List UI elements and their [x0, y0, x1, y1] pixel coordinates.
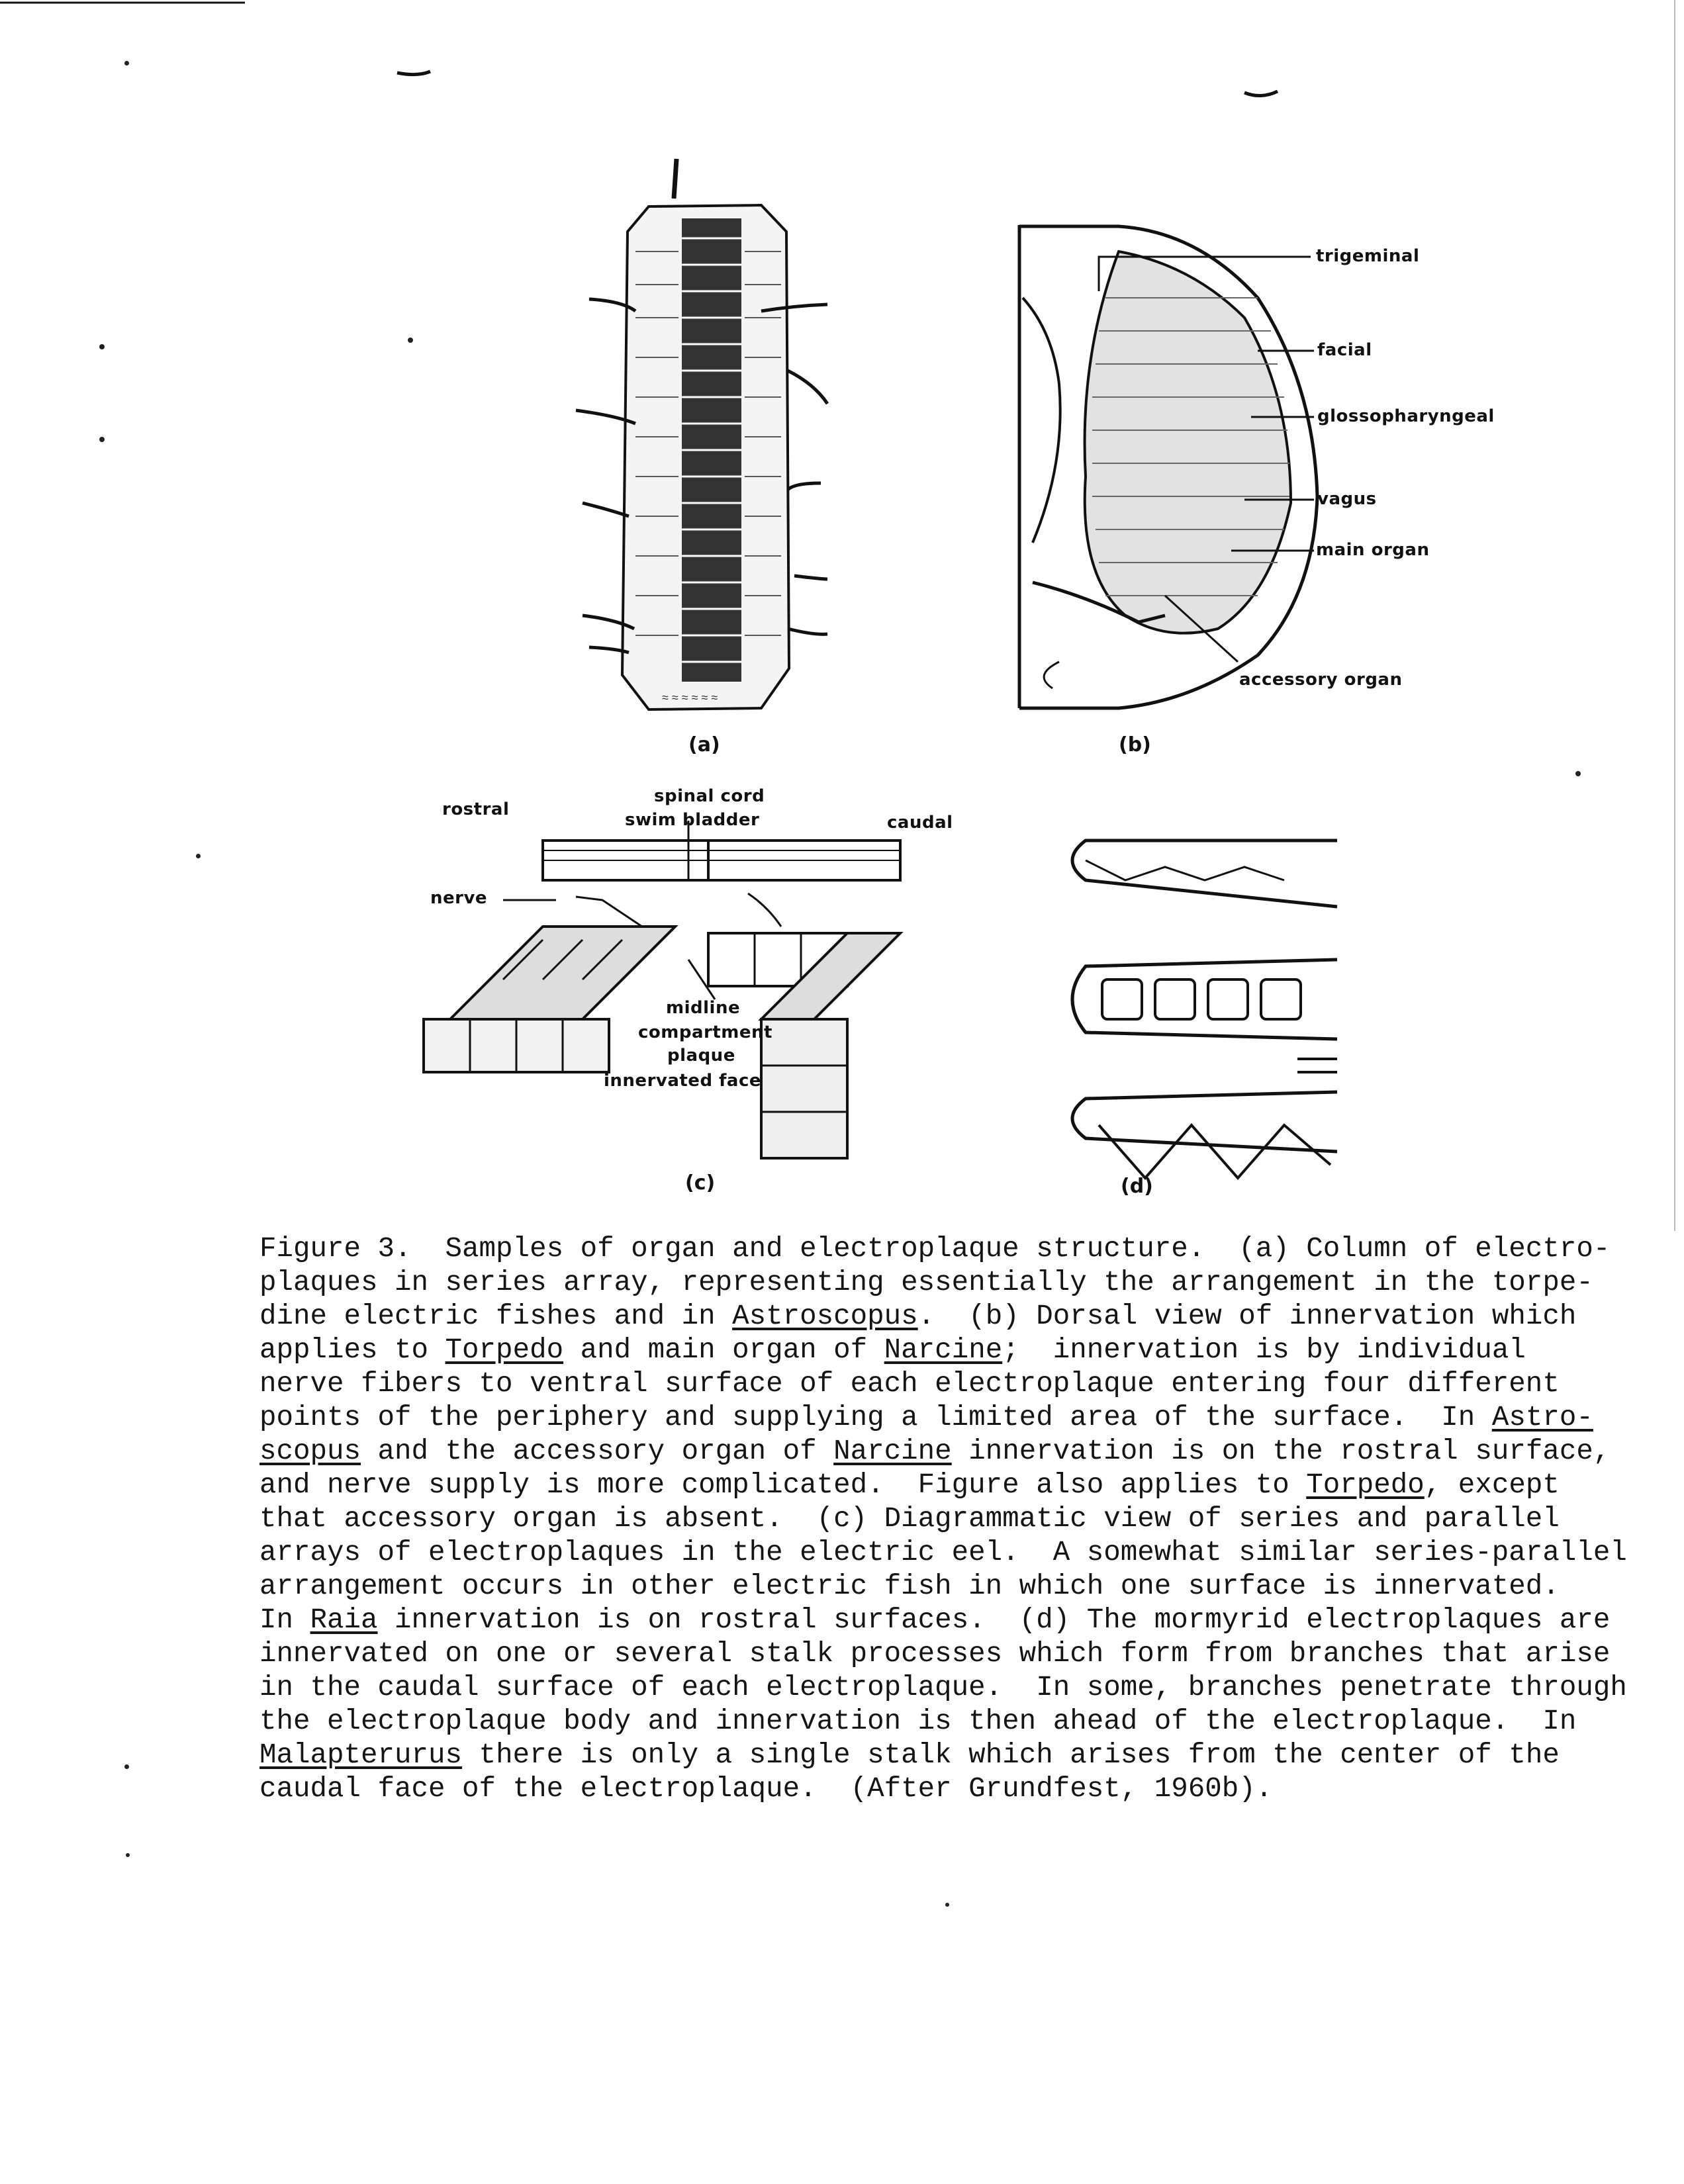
caption-text: arrays of electroplaques in the electric eel. A somewhat similar series-parallel — [259, 1537, 1627, 1569]
label-glossopharyngeal: glossopharyngeal — [1317, 406, 1495, 426]
scan-speck — [196, 854, 201, 858]
panel-a-letter: (a) — [688, 733, 720, 756]
caption-text: Figure 3. Samples of organ and electroplaque structure. (a) Column of electro- — [259, 1233, 1611, 1265]
caption-genus-name: Malapterurus — [259, 1739, 463, 1771]
label-compartment: compartment — [638, 1023, 772, 1042]
label-innervated-face: innervated face — [604, 1071, 762, 1091]
caption-line — [259, 1435, 1650, 1469]
scan-speck — [99, 344, 105, 349]
caption-text: . (b) Dorsal view of innervation which — [917, 1300, 1577, 1332]
caption-text: and nerve supply is more complicated. Figure also applies to — [259, 1469, 1307, 1501]
panel-a-drawing — [576, 159, 827, 709]
caption-line — [259, 1671, 1650, 1705]
label-accessory-organ: accessory organ — [1239, 670, 1403, 690]
caption-line — [259, 1401, 1650, 1435]
label-trigeminal: trigeminal — [1316, 246, 1420, 266]
caption-text: In — [259, 1604, 310, 1636]
label-caudal: caudal — [887, 813, 953, 833]
label-midline: midline — [666, 998, 741, 1018]
caption-line — [259, 1604, 1650, 1637]
scan-speck — [945, 1903, 949, 1907]
caption-line — [259, 1232, 1650, 1266]
label-vagus: vagus — [1317, 489, 1377, 509]
panel-c-letter: (c) — [685, 1171, 716, 1195]
panel-c-drawing — [424, 821, 900, 1158]
caption-genus-name: scopus — [259, 1435, 361, 1467]
caption-line — [259, 1772, 1650, 1806]
caption-text: and the accessory organ of — [361, 1435, 834, 1467]
panel-d-letter: (d) — [1121, 1175, 1153, 1198]
label-spinal-cord: spinal cord — [654, 786, 765, 806]
caption-text: innervation is on rostral surfaces. (d) The mormyrid electroplaques are — [377, 1604, 1611, 1636]
label-main-organ: main organ — [1316, 540, 1430, 560]
caption-text: nerve fibers to ventral surface of each electroplaque entering four different — [259, 1368, 1560, 1400]
caption-text: that accessory organ is absent. (c) Diagrammatic view of series and parallel — [259, 1503, 1560, 1535]
caption-line — [259, 1739, 1650, 1772]
label-nerve: nerve — [430, 888, 488, 908]
caption-text: caudal face of the electroplaque. (After Grundfest, 1960b). — [259, 1773, 1273, 1805]
caption-text: applies to — [259, 1334, 445, 1366]
label-plaque: plaque — [667, 1046, 735, 1066]
caption-text: points of the periphery and supplying a limited area of the surface. In — [259, 1402, 1492, 1433]
caption-text: innervated on one or several stalk processes which form from branches that arise — [259, 1638, 1611, 1670]
label-swim-bladder: swim bladder — [625, 810, 760, 830]
svg-text:≈ ≈ ≈ ≈ ≈ ≈: ≈ ≈ ≈ ≈ ≈ ≈ — [662, 691, 718, 704]
caption-genus-name: Narcine — [884, 1334, 1003, 1366]
caption-genus-name: Torpedo — [1306, 1469, 1425, 1501]
scan-speck — [124, 1764, 129, 1769]
panel-b-letter: (b) — [1119, 733, 1151, 756]
scan-speck — [126, 1853, 130, 1857]
caption-text: arrangement occurs in other electric fish in which one surface is innervated. — [259, 1570, 1560, 1602]
caption-text: dine electric fishes and in — [259, 1300, 733, 1332]
scan-speck — [1575, 771, 1581, 776]
caption-genus-name: Raia — [310, 1604, 378, 1636]
caption-text: in the caudal surface of each electroplaque. In some, branches penetrate through — [259, 1672, 1627, 1704]
caption-line — [259, 1300, 1650, 1334]
label-rostral: rostral — [442, 799, 510, 819]
figure-caption — [259, 1232, 1650, 1806]
caption-genus-name: Astroscopus — [732, 1300, 918, 1332]
scan-speck — [99, 437, 105, 442]
caption-text: innervation is on the rostral surface, — [951, 1435, 1611, 1467]
caption-line — [259, 1502, 1650, 1536]
caption-line — [259, 1469, 1650, 1502]
caption-text: ; innervation is by individual — [1002, 1334, 1526, 1366]
caption-line — [259, 1334, 1650, 1367]
scan-speck — [408, 338, 413, 343]
label-facial: facial — [1317, 340, 1372, 360]
caption-text: plaques in series array, representing essentially the arrangement in the torpe- — [259, 1267, 1593, 1298]
caption-text: the electroplaque body and innervation is then ahead of the electroplaque. In — [259, 1706, 1577, 1737]
caption-line — [259, 1637, 1650, 1671]
panel-b-drawing — [1019, 225, 1317, 708]
caption-line — [259, 1266, 1650, 1300]
scan-speck — [124, 61, 129, 66]
caption-line — [259, 1705, 1650, 1739]
caption-text: , except — [1424, 1469, 1560, 1501]
caption-genus-name: Narcine — [833, 1435, 952, 1467]
panel-d-drawing — [1072, 841, 1337, 1178]
caption-text: and main organ of — [563, 1334, 884, 1366]
caption-genus-name: Torpedo — [445, 1334, 564, 1366]
caption-line — [259, 1570, 1650, 1604]
caption-text: there is only a single stalk which arises from the center of the — [462, 1739, 1560, 1771]
caption-line — [259, 1367, 1650, 1401]
caption-line — [259, 1536, 1650, 1570]
caption-genus-name: Astro- — [1491, 1402, 1593, 1433]
